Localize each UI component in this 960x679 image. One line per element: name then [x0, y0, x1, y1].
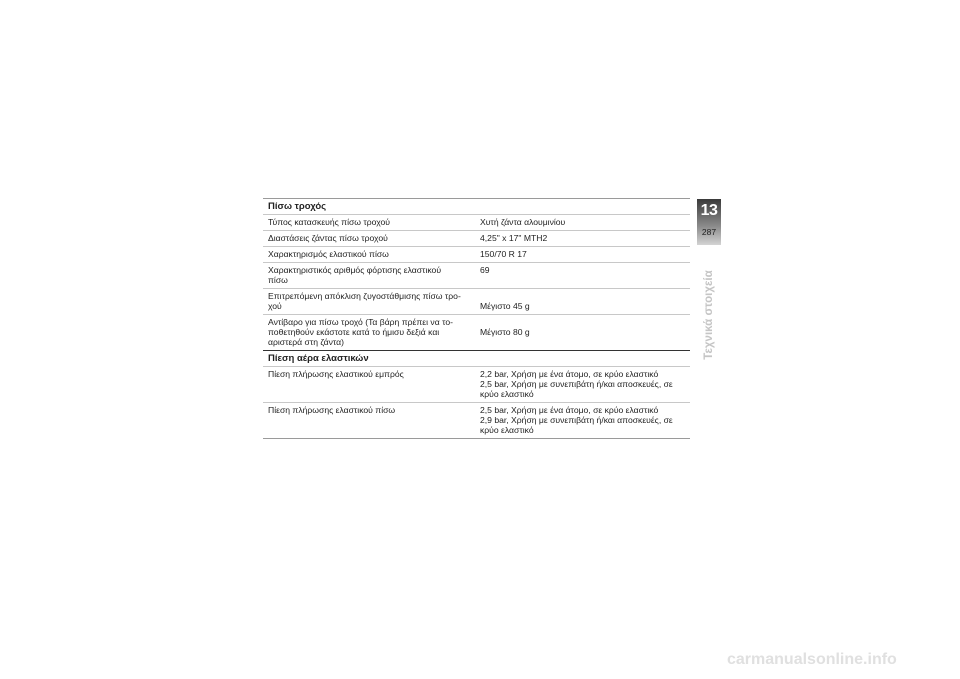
row-label: Πίεση πλήρωσης ελαστικού πίσω [268, 405, 396, 415]
row-value: 4,25" x 17" MTH2 [480, 233, 548, 243]
row-label: Διαστάσεις ζάντας πίσω τροχού [268, 233, 388, 243]
page-number: 287 [701, 227, 717, 237]
row-label: Χαρακτηρισμός ελαστικού πίσω [268, 249, 389, 259]
row-label: Χαρακτηριστικός αριθμός φόρτισης ελαστικού πίσω [268, 265, 442, 285]
side-chapter-title: Τεχνικά στοιχεία [703, 270, 715, 360]
table-row [263, 262, 690, 288]
table-row [263, 366, 690, 402]
row-label: Τύπος κατασκευής πίσω τροχού [268, 217, 390, 227]
row-value: Μέγιστο 45 g [480, 301, 530, 311]
spec-table [263, 198, 690, 439]
table-row [263, 246, 690, 262]
table-row [263, 214, 690, 230]
row-value: Μέγιστο 80 g [480, 327, 530, 337]
row-value: 69 [480, 265, 490, 275]
table-row [263, 314, 690, 350]
row-value: 2,2 bar, Χρήση με ένα άτομο, σε κρύο ελαστικό 2,5 bar, Χρήση με συνεπιβάτη ή/και αποσκευές, σε κρύο ελαστικό [480, 369, 673, 399]
table-row [263, 288, 690, 314]
row-label: Αντίβαρο για πίσω τροχό (Τα βάρη πρέπει να το- ποθετηθούν εκάστοτε κατά το ήμισυ δεξιά και αριστερά στη ζάντα) [268, 317, 453, 347]
watermark: carmanualsonline.info [727, 651, 897, 668]
row-value: 2,5 bar, Χρήση με ένα άτομο, σε κρύο ελαστικό 2,9 bar, Χρήση με συνεπιβάτη ή/και αποσκευές, σε κρύο ελαστικό [480, 405, 673, 435]
row-label: Πίεση πλήρωσης ελαστικού εμπρός [268, 369, 404, 379]
chapter-tab [697, 199, 721, 245]
row-label: Επιτρεπόμενη απόκλιση ζυγοστάθμισης πίσω τρο- χού [268, 291, 461, 311]
chapter-number: 13 [700, 202, 718, 219]
section-title-tire-pressure: Πίεση αέρα ελαστικών [263, 350, 690, 366]
section-title-rear-wheel: Πίσω τροχός [263, 198, 690, 214]
row-value: 150/70 R 17 [480, 249, 527, 259]
row-value: Χυτή ζάντα αλουμινίου [480, 217, 566, 227]
table-row [263, 230, 690, 246]
table-row [263, 402, 690, 439]
